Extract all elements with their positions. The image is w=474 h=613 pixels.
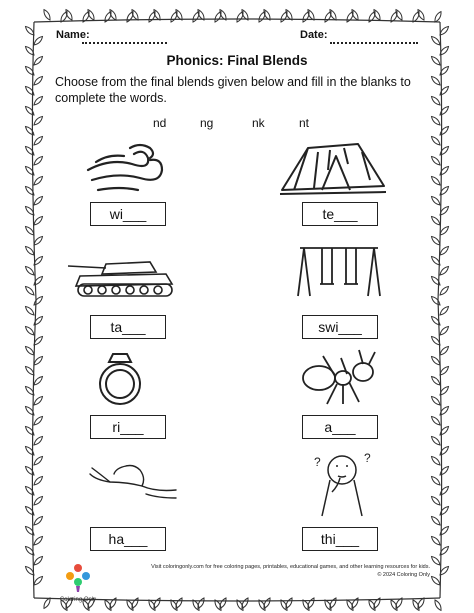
vine-leaf-icon — [24, 465, 35, 476]
vine-leaf-icon — [430, 515, 441, 526]
vine-leaf-icon — [439, 145, 450, 156]
vine-leaf-icon — [433, 11, 442, 23]
vine-leaf-icon — [439, 285, 450, 296]
blend-nk: nk — [252, 116, 265, 130]
vine-leaf-icon — [430, 115, 441, 126]
vine-leaf-icon — [433, 599, 442, 611]
vine-leaf-icon — [350, 9, 359, 21]
vine-leaf-icon — [439, 125, 450, 136]
vine-leaf-icon — [439, 425, 450, 436]
vine-leaf-icon — [33, 535, 44, 546]
thinking-boy-icon — [308, 448, 378, 518]
vine-leaf-icon — [42, 9, 51, 21]
svg-text:?: ? — [314, 455, 321, 469]
vine-leaf-icon — [33, 35, 44, 46]
word-box-swing[interactable]: swi___ — [302, 315, 378, 339]
vine-leaf-icon — [24, 165, 35, 176]
hand-icon — [86, 460, 178, 500]
blend-nt: nt — [299, 116, 310, 130]
vine-leaf-icon — [439, 185, 450, 196]
vine-leaf-icon — [33, 495, 44, 506]
vine-leaf-icon — [430, 555, 441, 566]
vine-leaf-icon — [439, 405, 450, 416]
vine-leaf-icon — [430, 315, 441, 326]
vine-leaf-icon — [430, 375, 441, 386]
vine-leaf-icon — [439, 465, 450, 476]
word-box-ant[interactable]: a___ — [302, 415, 378, 439]
word-box-hand[interactable]: ha___ — [90, 527, 166, 551]
vine-leaf-icon — [24, 445, 35, 456]
vine-leaf-icon — [24, 185, 35, 196]
vine-leaf-icon — [125, 599, 134, 611]
vine-leaf-icon — [33, 95, 44, 106]
name-field[interactable] — [82, 42, 167, 44]
vine-leaf-icon — [24, 265, 35, 276]
vine-leaf-icon — [33, 475, 44, 486]
vine-leaf-icon — [430, 95, 441, 106]
vine-leaf-icon — [33, 455, 44, 466]
vine-leaf-icon — [430, 395, 441, 406]
vine-leaf-icon — [130, 9, 139, 21]
vine-leaf-icon — [430, 455, 441, 466]
vine-leaf-icon — [33, 215, 44, 226]
vine-leaf-icon — [430, 75, 441, 86]
vine-leaf-icon — [86, 9, 95, 21]
vine-leaf-icon — [430, 575, 441, 586]
vine-leaf-icon — [33, 295, 44, 306]
vine-leaf-icon — [33, 375, 44, 386]
vine-leaf-icon — [33, 555, 44, 566]
vine-leaf-icon — [430, 475, 441, 486]
vine-leaf-icon — [439, 105, 450, 116]
vine-leaf-icon — [64, 9, 73, 21]
vine-leaf-icon — [416, 9, 425, 21]
vine-leaf-icon — [430, 495, 441, 506]
vine-leaf-icon — [33, 575, 44, 586]
vine-leaf-icon — [24, 325, 35, 336]
blend-nd: nd — [153, 116, 167, 130]
vine-leaf-icon — [394, 9, 403, 21]
vine-leaf-icon — [33, 275, 44, 286]
vine-leaf-icon — [430, 435, 441, 446]
vine-leaf-icon — [33, 75, 44, 86]
vine-leaf-icon — [372, 9, 381, 21]
vine-leaf-icon — [24, 105, 35, 116]
page-title: Phonics: Final Blends — [166, 53, 308, 68]
word-box-think[interactable]: thi___ — [302, 527, 378, 551]
coloring-only-logo-icon — [58, 560, 98, 594]
word-box-ring[interactable]: ri___ — [90, 415, 166, 439]
vine-leaf-icon — [411, 599, 420, 611]
vine-leaf-icon — [33, 415, 44, 426]
vine-leaf-icon — [24, 145, 35, 156]
vine-leaf-icon — [33, 175, 44, 186]
vine-leaf-icon — [430, 295, 441, 306]
word-box-tank[interactable]: ta___ — [90, 315, 166, 339]
vine-leaf-icon — [24, 125, 35, 136]
vine-leaf-icon — [439, 545, 450, 556]
word-box-tent[interactable]: te___ — [302, 202, 378, 226]
vine-leaf-icon — [439, 525, 450, 536]
instructions: Choose from the final blends given below and fill in the blanks to complete the words. — [55, 75, 411, 105]
date-label: Date: — [300, 29, 328, 41]
vine-leaf-icon — [430, 215, 441, 226]
vine-leaf-icon — [430, 195, 441, 206]
tent-icon — [278, 140, 388, 198]
vine-leaf-icon — [33, 435, 44, 446]
logo-text: Coloring Only — [59, 597, 97, 603]
footer — [140, 563, 430, 579]
vine-leaf-icon — [439, 445, 450, 456]
vine-leaf-icon — [345, 599, 354, 611]
vine-leaf-icon — [33, 155, 44, 166]
vine-leaf-icon — [439, 265, 450, 276]
svg-text:?: ? — [364, 451, 371, 465]
ant-icon — [297, 348, 383, 408]
blend-ng: ng — [200, 116, 214, 130]
vine-leaf-icon — [439, 505, 450, 516]
vine-leaf-icon — [33, 315, 44, 326]
vine-leaf-icon — [389, 599, 398, 611]
vine-leaf-icon — [24, 405, 35, 416]
swing-icon — [296, 244, 382, 298]
vine-leaf-icon — [24, 525, 35, 536]
vine-leaf-icon — [24, 305, 35, 316]
ring-icon — [95, 350, 145, 408]
vine-leaf-icon — [108, 9, 117, 21]
vine-leaf-icon — [33, 395, 44, 406]
tank-icon — [66, 250, 176, 300]
vine-leaf-icon — [33, 135, 44, 146]
vine-leaf-icon — [430, 35, 441, 46]
vine-leaf-icon — [439, 325, 450, 336]
vine-leaf-icon — [439, 305, 450, 316]
vine-leaf-icon — [33, 195, 44, 206]
vine-leaf-icon — [24, 285, 35, 296]
vine-leaf-icon — [430, 275, 441, 286]
vine-leaf-icon — [430, 535, 441, 546]
vine-leaf-icon — [367, 599, 376, 611]
word-box-wind[interactable]: wi___ — [90, 202, 166, 226]
vine-leaf-icon — [24, 85, 35, 96]
footer-copyright: © 2024 Coloring Only — [377, 572, 430, 578]
name-label: Name: — [56, 29, 90, 41]
footer-line-1: Visit coloringonly.com for free coloring pages, printables, educational games, and other learning resources for kids. — [151, 564, 430, 570]
vine-leaf-icon — [439, 85, 450, 96]
vine-leaf-icon — [33, 115, 44, 126]
vine-leaf-icon — [430, 175, 441, 186]
vine-leaf-icon — [24, 425, 35, 436]
vine-leaf-icon — [430, 155, 441, 166]
vine-leaf-icon — [430, 135, 441, 146]
date-field[interactable] — [330, 42, 418, 44]
vine-leaf-icon — [439, 485, 450, 496]
wind-icon — [80, 140, 170, 195]
vine-leaf-icon — [430, 415, 441, 426]
vine-leaf-icon — [33, 515, 44, 526]
vine-leaf-icon — [439, 165, 450, 176]
vine-leaf-icon — [24, 505, 35, 516]
vine-leaf-icon — [24, 485, 35, 496]
vine-leaf-icon — [24, 545, 35, 556]
